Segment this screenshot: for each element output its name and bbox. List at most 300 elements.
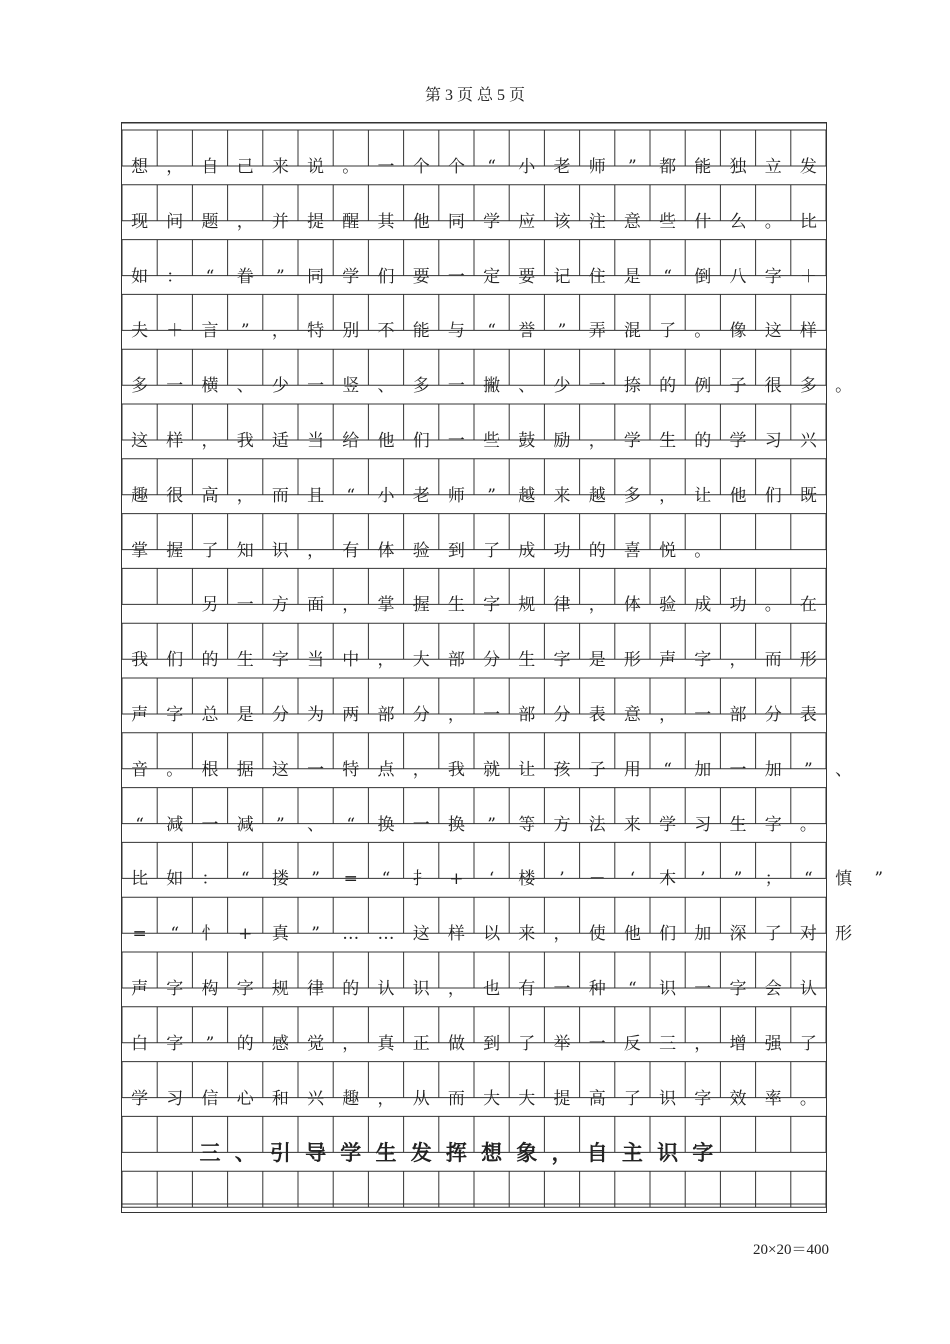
grid-character: 部: [377, 705, 395, 725]
grid-character: 象: [516, 1140, 538, 1166]
grid-character: 字: [694, 1088, 712, 1109]
grid-character: 规: [271, 979, 289, 999]
grid-character: 到: [483, 1033, 501, 1054]
grid-character: 记: [553, 266, 571, 287]
grid-character: ，: [236, 211, 254, 232]
grid-character: 意: [623, 705, 641, 725]
grid-character: 们: [659, 924, 677, 945]
text-row: [122, 359, 853, 413]
grid-character: 强: [764, 1033, 782, 1054]
grid-character: 混: [623, 321, 641, 342]
grid-character: 他: [623, 924, 641, 945]
grid-character: 且: [307, 485, 325, 506]
grid-character: ”: [311, 869, 320, 890]
section-heading-row: [122, 1126, 828, 1180]
grid-character: 适: [271, 431, 289, 451]
grid-character: 以: [483, 924, 501, 945]
grid-character: 一: [588, 1033, 606, 1054]
grid-character: 横: [201, 376, 219, 397]
grid-character: 励: [553, 431, 571, 451]
grid-character: 了: [483, 540, 501, 561]
grid-character: 掌: [131, 540, 149, 561]
grid-character: “: [663, 266, 672, 287]
grid-character: 楼: [518, 869, 536, 890]
grid-character: 高: [588, 1088, 606, 1109]
grid-character: 一: [447, 431, 465, 451]
grid-character: 习: [166, 1088, 184, 1109]
grid-character: 知: [236, 540, 254, 561]
grid-character: 律: [553, 595, 571, 616]
grid-character: 用: [623, 759, 641, 780]
grid-character: 捺: [623, 376, 641, 397]
grid-character: 些: [659, 211, 677, 232]
grid-character: 心: [236, 1088, 254, 1109]
grid-character: 撇: [483, 376, 501, 397]
grid-character: 一: [729, 759, 747, 780]
grid-character: ”: [276, 266, 285, 287]
text-row: [122, 633, 828, 687]
grid-character: ：: [166, 266, 184, 287]
grid-character: “: [135, 814, 144, 835]
grid-character: 而: [271, 485, 289, 506]
grid-character: 感: [271, 1033, 289, 1054]
grid-character: ，: [166, 157, 184, 177]
grid-character: 识: [271, 540, 289, 561]
grid-character: 加: [764, 759, 782, 780]
grid-character: 学: [729, 431, 747, 451]
grid-character: 。: [166, 759, 184, 780]
grid-character: 的: [236, 1033, 254, 1054]
text-row: [122, 250, 828, 304]
grid-character: 在: [799, 595, 817, 616]
grid-character: 样: [447, 924, 465, 945]
grid-character: 木: [659, 869, 677, 890]
grid-character: +: [238, 924, 253, 945]
grid-character: ，: [377, 1088, 395, 1109]
grid-character: 字: [764, 814, 782, 835]
grid-character: 生: [659, 431, 677, 451]
grid-character: 子: [729, 376, 747, 397]
grid-character: 学: [659, 814, 677, 835]
grid-character: 成: [694, 595, 712, 616]
grid-character: 些: [483, 431, 501, 451]
grid-character: 意: [623, 211, 641, 232]
grid-character: 独: [729, 157, 747, 177]
grid-character: 注: [588, 211, 606, 232]
grid-character: 握: [166, 540, 184, 561]
grid-character: 他: [412, 211, 430, 232]
grid-character: 总: [201, 705, 219, 725]
grid-character: 真: [271, 924, 289, 945]
grid-character: 深: [729, 924, 747, 945]
page-footer: [753, 1238, 829, 1259]
grid-character: 、: [835, 759, 853, 780]
grid-character: 声: [131, 705, 149, 725]
grid-character: 、: [234, 1140, 256, 1166]
grid-character: 应: [518, 211, 536, 232]
grid-character: 字: [764, 266, 782, 287]
grid-character: 功: [553, 540, 571, 561]
grid-character: 们: [412, 431, 430, 451]
grid-character: 法: [588, 814, 606, 835]
grid-character: 学: [131, 1088, 149, 1109]
grid-character: 一: [236, 595, 254, 616]
grid-character: …: [342, 924, 360, 945]
grid-character: 一: [694, 979, 712, 999]
grid-character: 学: [342, 266, 360, 287]
grid-character: 认: [377, 979, 395, 999]
grid-character: 越: [588, 485, 606, 506]
grid-character: …: [377, 924, 395, 945]
grid-character: ，: [271, 321, 289, 342]
grid-character: 换: [447, 814, 465, 835]
grid-character: 慎: [835, 869, 853, 890]
grid-character: 挥: [445, 1140, 467, 1166]
grid-character: 他: [729, 485, 747, 506]
grid-character: 和: [271, 1088, 289, 1109]
grid-character: 导: [305, 1140, 327, 1166]
grid-character: 题: [201, 211, 219, 232]
grid-character: 夫: [131, 321, 149, 342]
grid-character: “: [487, 157, 496, 177]
grid-character: 字: [166, 1033, 184, 1054]
grid-character: 言: [201, 321, 219, 342]
grid-character: 是: [588, 650, 606, 671]
text-row: [122, 1017, 828, 1071]
grid-character: 正: [412, 1033, 430, 1054]
grid-character: 率: [764, 1088, 782, 1109]
grid-character: 一: [447, 266, 465, 287]
grid-character: 对: [799, 924, 817, 945]
grid-character: 倒: [694, 266, 712, 287]
grid-character: 特: [342, 759, 360, 780]
grid-character: 等: [518, 814, 536, 835]
grid-character: 是: [236, 705, 254, 725]
grid-character: 来: [623, 814, 641, 835]
grid-character: ，: [201, 431, 219, 451]
grid-character: ”: [276, 814, 285, 835]
grid-character: 问: [166, 211, 184, 232]
grid-character: “: [205, 266, 215, 287]
grid-character: 这: [412, 924, 430, 945]
grid-character: 了: [799, 1033, 817, 1054]
grid-character: 让: [518, 759, 536, 780]
grid-character: “: [487, 321, 496, 342]
grid-character: 弄: [588, 321, 606, 342]
grid-character: 提: [553, 1088, 571, 1109]
grid-character: 多: [131, 376, 149, 397]
grid-character: 同: [447, 211, 465, 232]
grid-character: 别: [342, 321, 360, 342]
grid-character: 老: [412, 485, 430, 506]
grid-character: 一: [483, 705, 501, 725]
grid-character: 个: [412, 157, 430, 177]
grid-character: 效: [729, 1088, 747, 1109]
grid-character: 使: [588, 924, 606, 945]
grid-character: “: [346, 485, 356, 506]
grid-character: 们: [764, 485, 782, 506]
grid-character: 的: [342, 979, 360, 999]
grid-character: 忄: [201, 924, 219, 945]
text-row: [122, 195, 828, 249]
grid-character: 悦: [659, 540, 677, 561]
grid-character: 这: [764, 321, 782, 342]
grid-character: 认: [799, 979, 817, 999]
grid-character: 习: [694, 814, 712, 835]
grid-character: 比: [131, 869, 149, 890]
grid-character: 竖: [342, 376, 360, 397]
grid-character: ＋: [166, 321, 184, 342]
grid-character: 掌: [377, 595, 395, 616]
grid-character: 种: [588, 979, 606, 999]
grid-character: 字: [271, 650, 289, 671]
grid-character: 们: [377, 266, 395, 287]
grid-character: 眷: [236, 266, 254, 287]
grid-character: 生: [236, 650, 254, 671]
grid-character: 引: [269, 1140, 291, 1166]
grid-character: 学: [340, 1140, 362, 1166]
grid-character: 我: [447, 759, 465, 780]
grid-character: 了: [201, 540, 219, 561]
grid-character: 识: [657, 1140, 679, 1166]
grid-character: 就: [483, 759, 501, 780]
grid-character: ”: [628, 157, 637, 177]
manuscript-grid: [121, 122, 884, 1213]
grid-character: 。: [342, 157, 360, 177]
grid-character: 识: [659, 1088, 677, 1109]
grid-character: ，: [307, 540, 325, 561]
grid-character: 住: [588, 266, 606, 287]
grid-character: 、: [236, 376, 254, 397]
grid-character: 主: [621, 1140, 643, 1166]
text-row: [122, 907, 853, 961]
grid-character: 。: [764, 211, 782, 232]
grid-character: 两: [342, 705, 360, 725]
grid-character: 发: [410, 1140, 432, 1166]
grid-character: [122, 1126, 157, 1180]
text-row: [122, 688, 828, 742]
grid-character: 、: [307, 814, 325, 835]
grid-character: [122, 578, 157, 632]
grid-character: 越: [518, 485, 536, 506]
grid-character: 减: [236, 814, 254, 835]
grid-character: ，: [447, 979, 465, 999]
grid-character: 个: [447, 157, 465, 177]
grid-character: “: [381, 869, 391, 890]
grid-character: 来: [518, 924, 536, 945]
page-number-label: 第 3 页 总 5 页: [424, 87, 525, 104]
grid-character: 成: [518, 540, 536, 561]
grid-character: 的: [659, 376, 677, 397]
grid-character: 喜: [623, 540, 641, 561]
grid-character: 都: [659, 157, 677, 177]
grid-character: ”: [804, 759, 813, 780]
grid-character: 据: [236, 759, 254, 780]
grid-character: 验: [412, 540, 430, 561]
grid-character: 兴: [799, 431, 817, 451]
text-row: [122, 1072, 828, 1126]
grid-character: 来: [553, 485, 571, 506]
grid-character: 当: [307, 650, 325, 671]
text-row: [122, 524, 828, 578]
grid-character: 、: [518, 376, 536, 397]
grid-character: 其: [377, 211, 395, 232]
grid-character: ：: [201, 869, 219, 890]
grid-character: 如: [131, 266, 149, 287]
grid-character: 样: [166, 431, 184, 451]
grid-character: “: [663, 759, 672, 780]
grid-character: 师: [588, 157, 606, 177]
grid-character: 给: [342, 431, 360, 451]
grid-character: 该: [553, 211, 571, 232]
grid-character: 生: [375, 1140, 397, 1166]
grid-character: 的: [694, 431, 712, 451]
grid-character: 扌: [412, 869, 430, 890]
grid-character: 师: [447, 485, 465, 506]
grid-character: 来: [271, 157, 289, 177]
grid-character: 增: [729, 1033, 747, 1054]
grid-character: 八: [729, 266, 747, 287]
grid-character: 比: [799, 211, 817, 232]
grid-character: 面: [307, 595, 325, 616]
grid-character: 并: [271, 211, 289, 232]
grid-character: 趣: [131, 485, 149, 506]
grid-character: 么: [729, 211, 747, 232]
grid-character: ，: [551, 1140, 573, 1166]
grid-character: 中: [342, 650, 360, 671]
grid-character: 我: [131, 650, 149, 671]
grid-character: 说: [307, 157, 325, 177]
grid-character: 当: [307, 431, 325, 451]
grid-character: 一: [553, 979, 571, 999]
grid-character: 。: [764, 595, 782, 616]
grid-character: 分: [764, 705, 782, 725]
grid-character: “: [804, 869, 813, 890]
grid-character: 做: [447, 1033, 465, 1054]
grid-character: 学: [483, 211, 501, 232]
grid-character: ，: [412, 759, 430, 780]
grid-character: 子: [588, 759, 606, 780]
grid-character: ‘: [629, 869, 636, 890]
grid-character: 很: [764, 376, 782, 397]
grid-character: 分: [412, 705, 430, 725]
grid-character: ’: [559, 869, 565, 890]
grid-character: 信: [201, 1088, 219, 1109]
grid-character: 小: [377, 485, 395, 506]
grid-character: 也: [483, 979, 501, 999]
grid-character: 样: [799, 321, 817, 342]
grid-character: ＋: [799, 266, 817, 287]
grid-character: 分: [271, 705, 289, 725]
grid-character: 与: [447, 321, 465, 342]
text-row: [122, 578, 828, 632]
grid-character: “: [170, 924, 180, 945]
grid-character: 现: [131, 211, 149, 232]
grid-character: 声: [131, 979, 149, 999]
grid-character: 让: [694, 485, 712, 506]
grid-character: 识: [412, 979, 430, 999]
grid-character: 形: [799, 650, 817, 671]
grid-character: 很: [166, 485, 184, 506]
grid-character: 分: [483, 650, 501, 671]
grid-character: 表: [588, 705, 606, 725]
grid-character: 的: [588, 540, 606, 561]
grid-character: 同: [307, 266, 325, 287]
grid-character: 。: [694, 321, 712, 342]
grid-character: 生: [729, 814, 747, 835]
text-row: [122, 414, 828, 468]
grid-character: 己: [236, 157, 254, 177]
grid-character: 三: [199, 1140, 221, 1166]
grid-character: 功: [729, 595, 747, 616]
grid-character: 形: [835, 924, 853, 945]
grid-character: 了: [518, 1033, 536, 1054]
grid-character: 字: [166, 979, 184, 999]
grid-character: 提: [307, 211, 325, 232]
grid-character: 搂: [271, 869, 289, 890]
grid-character: 自: [201, 157, 219, 177]
grid-character: 而: [447, 1088, 465, 1109]
grid-character: 了: [659, 321, 677, 342]
grid-character: 而: [764, 650, 782, 671]
grid-character: 小: [518, 157, 536, 177]
grid-character: 定: [483, 266, 501, 287]
grid-character: 部: [729, 705, 747, 725]
grid-character: 自: [586, 1140, 608, 1166]
grid-character: +: [449, 869, 464, 890]
grid-character: 字: [483, 595, 501, 616]
grid-character: ”: [557, 321, 567, 342]
grid-character: 大: [518, 1088, 536, 1109]
grid-character: ”: [240, 321, 250, 342]
text-row: [122, 852, 884, 906]
grid-character: 字: [729, 979, 747, 999]
grid-character: ，: [447, 705, 465, 725]
grid-character: 是: [623, 266, 641, 287]
grid-character: 他: [377, 431, 395, 451]
grid-character: ”: [733, 869, 743, 890]
grid-character: 加: [694, 924, 712, 945]
grid-character: 加: [694, 759, 712, 780]
grid-character: 根: [201, 759, 219, 780]
grid-character: ”: [487, 814, 496, 835]
grid-character: ，: [342, 1033, 360, 1054]
grid-character: [157, 578, 192, 632]
text-row: [122, 304, 828, 358]
grid-character: 真: [377, 1033, 395, 1054]
grid-character: =: [343, 869, 358, 890]
grid-character: 。: [799, 814, 817, 835]
grid-character: 学: [623, 431, 641, 451]
grid-character: 生: [518, 650, 536, 671]
grid-character: 立: [764, 157, 782, 177]
grid-character: ”: [874, 869, 884, 890]
grid-character: =: [132, 924, 147, 945]
grid-character: 三: [659, 1033, 677, 1054]
grid-character: 要: [518, 266, 536, 287]
grid-character: ，: [659, 705, 677, 725]
grid-character: 有: [342, 540, 360, 561]
grid-character: ”: [205, 1033, 215, 1054]
grid-character: 体: [623, 595, 641, 616]
grid-character: 一: [307, 759, 325, 780]
grid-character: 誉: [518, 321, 536, 342]
grid-character: 特: [307, 321, 325, 342]
grid-character: 体: [377, 540, 395, 561]
grid-character: 表: [799, 705, 817, 725]
grid-character: 一: [588, 376, 606, 397]
text-row: [122, 743, 853, 797]
